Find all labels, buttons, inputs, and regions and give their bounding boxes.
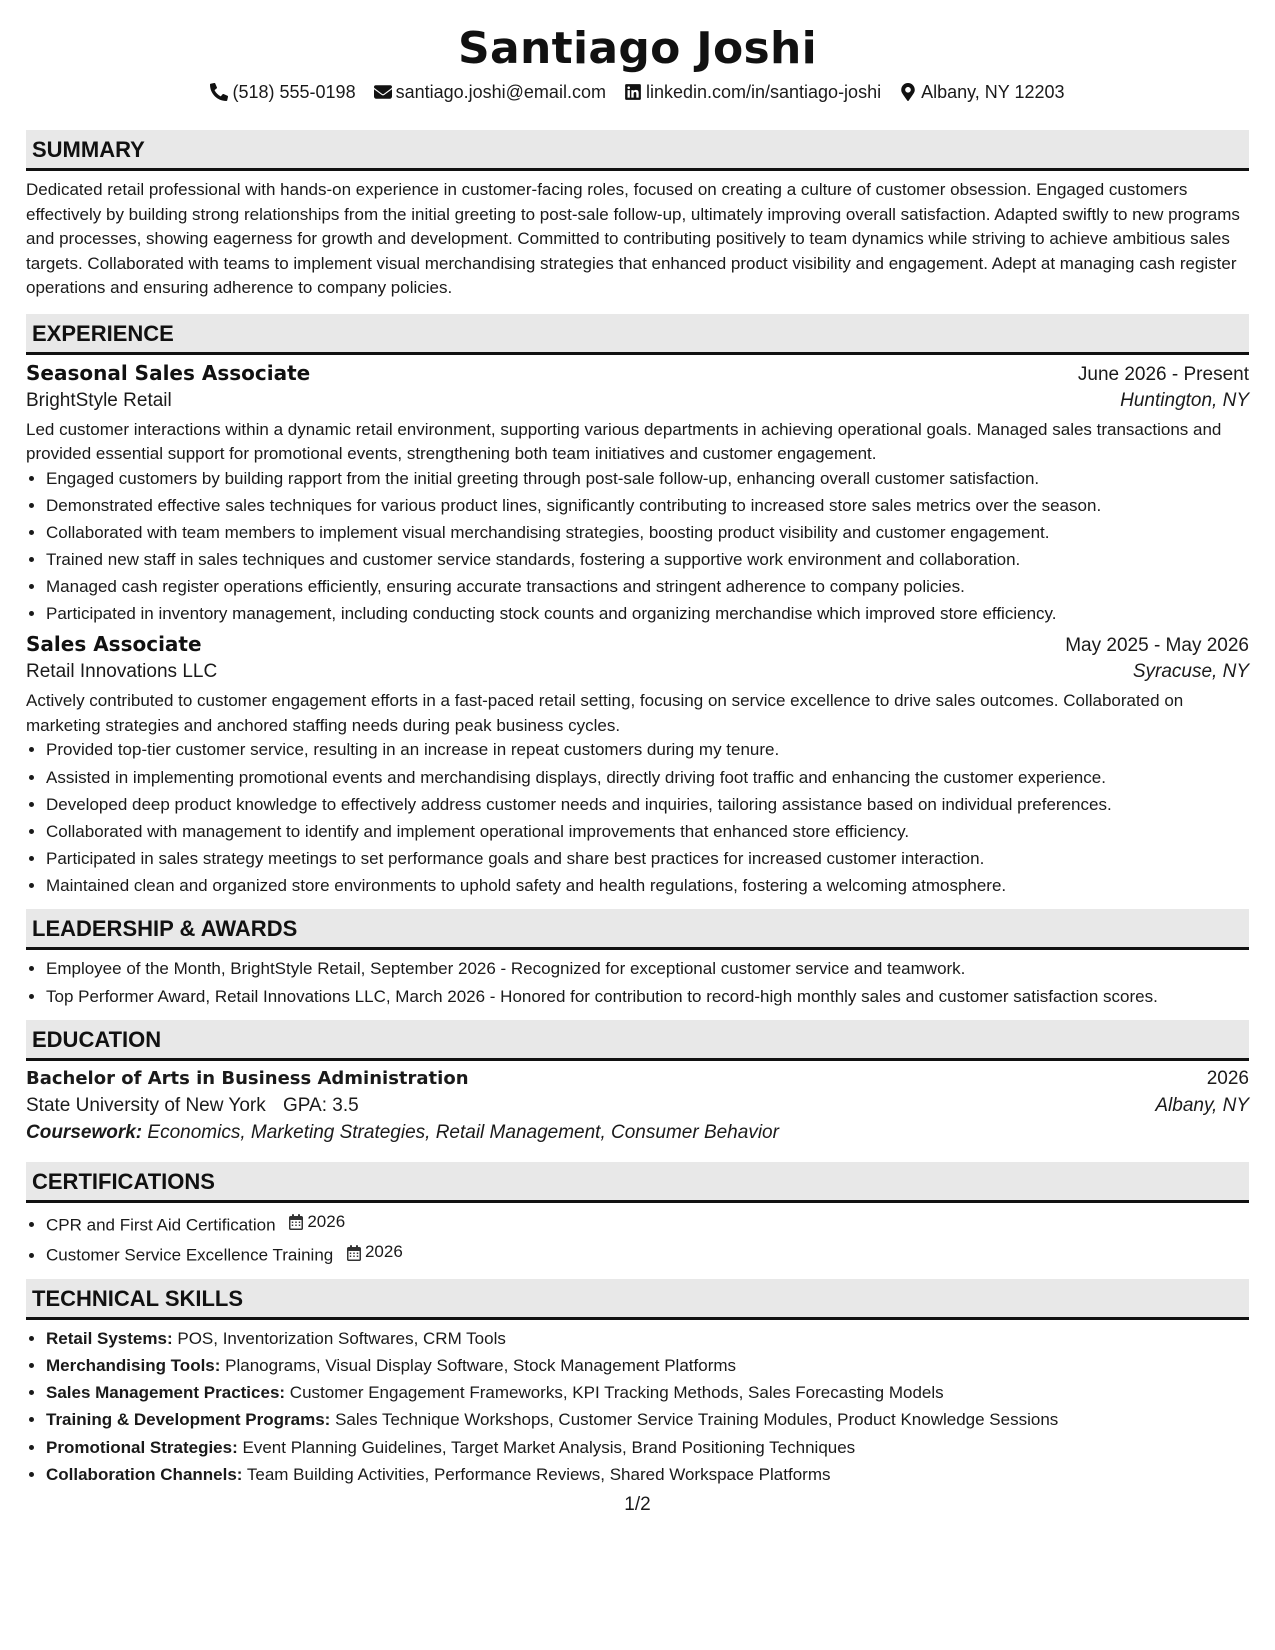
location-text: Albany, NY 12203 [921, 82, 1065, 102]
list-item [46, 1327, 1249, 1352]
linkedin-text: linkedin.com/in/santiago-joshi [645, 82, 882, 102]
list-item [46, 1240, 1249, 1268]
list-item: • Maintained clean and organized store environments to uphold safety and health regulations, fostering a welcoming atmosphere. [46, 874, 1249, 899]
envelope-icon [374, 83, 392, 101]
list-item [46, 1436, 1249, 1461]
section-header-certifications: CERTIFICATIONS [26, 1162, 1249, 1203]
contact-location [899, 80, 1064, 104]
job-title: Sales Associate [26, 632, 202, 657]
skill-value: Sales Technique Workshops, Customer Service Training Modules, Product Knowledge Sessions [335, 1410, 1059, 1430]
job-bullets [26, 467, 1249, 627]
school-line [26, 1095, 359, 1117]
job-description: Actively contributed to customer engagement efforts in a fast-paced retail setting, focusing on service excellence to drive sales outcomes. Collaborated on marketing strategies and anchored staffing needs during peak business cycles. [26, 691, 1184, 735]
skill-label: Merchandising Tools: [46, 1356, 221, 1376]
contact-email[interactable] [374, 80, 606, 104]
contact-bar [26, 80, 1249, 104]
certification-date [346, 1240, 403, 1265]
job-entry [26, 361, 1249, 627]
section-header-experience: EXPERIENCE [26, 314, 1249, 355]
job-dates: June 2026 - Present [1077, 363, 1249, 385]
certification-date [288, 1210, 345, 1235]
job-location: Huntington, NY [1120, 389, 1249, 411]
calendar-icon [288, 1214, 304, 1230]
list-item [46, 1210, 1249, 1238]
list-item [46, 1381, 1249, 1406]
resume-page [26, 0, 1249, 1490]
certification-name: CPR and First Aid Certification [46, 1215, 276, 1235]
education-entry [26, 1068, 1249, 1144]
section-header-awards: LEADERSHIP & AWARDS [26, 909, 1249, 950]
gpa: GPA: 3.5 [283, 1095, 359, 1117]
skill-label: Promotional Strategies: [46, 1437, 238, 1457]
list-item: • Developed deep product knowledge to effectively address customer needs and inquiries, tailoring assistance based on individual preferences. [46, 793, 1249, 818]
list-item: • Managed cash register operations efficiently, ensuring accurate transactions and stringent adherence to company policies. [46, 575, 1249, 600]
list-item: • Engaged customers by building rapport from the initial greeting through post-sale follow-up, enhancing overall customer satisfaction. [46, 467, 1249, 492]
job-company: BrightStyle Retail [26, 389, 172, 411]
skill-label: Sales Management Practices: [46, 1383, 286, 1403]
skill-value: POS, Inventorization Softwares, CRM Tools [177, 1329, 506, 1349]
certifications-list [26, 1210, 1249, 1268]
education-degree-row [26, 1068, 1249, 1090]
education-school-row [26, 1095, 1249, 1117]
linkedin-icon [624, 83, 642, 101]
summary-text: Dedicated retail professional with hands-on experience in customer-facing roles, focused on creating a culture of customer obsession. Engaged customers effectively by building strong relationships from the initial greeting to post-sale follow-up, ultimately improving overall satisfaction. Adapted swiftly to new programs and processes, showing eagerness for growth and development. Committed to contributing positively to team dynamics while striving to achieve ambitious sales targets. Collaborated with teams to implement visual merchandising strategies that enhanced product visibility and engagement. Adept at managing cash register operations and ensuring adherence to company policies. [26, 180, 1240, 297]
page-number: 1/2 [624, 1494, 651, 1515]
skill-value: Customer Engagement Frameworks, KPI Tracking Methods, Sales Forecasting Models [289, 1383, 944, 1403]
candidate-name: Santiago Joshi [458, 23, 817, 74]
section-header-skills: TECHNICAL SKILLS [26, 1279, 1249, 1320]
school-location: Albany, NY [1155, 1095, 1249, 1117]
skill-label: Training & Development Programs: [46, 1410, 331, 1430]
phone-icon [210, 83, 228, 101]
job-description: Led customer interactions within a dynamic retail environment, supporting various departments in achieving operational goals. Managed sales transactions and provided essential support for promotional events, strengthening both team initiatives and customer engagement. [26, 419, 1222, 463]
list-item [46, 1354, 1249, 1379]
list-item: • Collaborated with team members to implement visual merchandising strategies, boosting product visibility and customer engagement. [46, 521, 1249, 546]
skill-value: Planograms, Visual Display Software, Stock Management Platforms [225, 1356, 737, 1376]
list-item [46, 1408, 1249, 1433]
list-item: • Demonstrated effective sales techniques for various product lines, significantly contributing to increased store sales metrics over the season. [46, 494, 1249, 519]
degree-title: Bachelor of Arts in Business Administration [26, 1068, 469, 1090]
graduation-year: 2026 [1206, 1068, 1249, 1090]
coursework-label: Coursework: [26, 1122, 143, 1144]
list-item: • Participated in inventory management, including conducting stock counts and organizing merchandise which improved store efficiency. [46, 602, 1249, 627]
list-item: • Provided top-tier customer service, resulting in an increase in repeat customers during my tenure. [46, 738, 1249, 763]
section-header-education: EDUCATION [26, 1020, 1249, 1061]
coursework-list: Economics, Marketing Strategies, Retail Management, Consumer Behavior [147, 1122, 779, 1144]
skill-value: Event Planning Guidelines, Target Market Analysis, Brand Positioning Techniques [242, 1437, 856, 1457]
job-dates: May 2025 - May 2026 [1065, 635, 1249, 657]
list-item: • Collaborated with management to identify and implement operational improvements that enhanced store efficiency. [46, 820, 1249, 845]
job-entry [26, 632, 1249, 898]
job-bullets [26, 738, 1249, 898]
job-company-row [26, 390, 1249, 412]
job-company-row [26, 661, 1249, 683]
awards-list [26, 957, 1249, 1009]
email-text: santiago.joshi@email.com [395, 82, 606, 102]
list-item: • Employee of the Month, BrightStyle Retail, September 2026 - Recognized for exceptional customer service and teamwork. [46, 957, 1249, 982]
list-item [46, 1463, 1249, 1488]
list-item: • Assisted in implementing promotional events and merchandising displays, directly driving foot traffic and enhancing the customer experience. [46, 766, 1249, 791]
list-item: • Participated in sales strategy meetings to set performance goals and share best practices for increased customer interaction. [46, 847, 1249, 872]
calendar-icon [346, 1245, 362, 1261]
skill-label: Collaboration Channels: [46, 1464, 243, 1484]
certification-year: 2026 [307, 1212, 346, 1232]
phone-text: (518) 555-0198 [232, 82, 356, 102]
section-header-summary: SUMMARY [26, 130, 1249, 171]
skills-list [26, 1327, 1249, 1487]
contact-linkedin[interactable] [624, 80, 881, 104]
certification-year: 2026 [364, 1242, 403, 1262]
map-pin-icon [899, 83, 917, 101]
skill-value: Team Building Activities, Performance Reviews, Shared Workspace Platforms [246, 1464, 831, 1484]
list-item: • Top Performer Award, Retail Innovations LLC, March 2026 - Honored for contribution to record-high monthly sales and customer satisfaction scores. [46, 985, 1249, 1010]
job-location: Syracuse, NY [1132, 661, 1249, 683]
job-company: Retail Innovations LLC [26, 661, 218, 683]
list-item: • Trained new staff in sales techniques and customer service standards, fostering a supportive work environment and collaboration. [46, 548, 1249, 573]
contact-phone [210, 80, 355, 104]
job-title: Seasonal Sales Associate [26, 360, 311, 385]
skill-label: Retail Systems: [46, 1329, 173, 1349]
coursework-line [26, 1122, 1249, 1144]
certification-name: Customer Service Excellence Training [46, 1245, 334, 1265]
job-title-row [26, 632, 1249, 657]
job-title-row [26, 361, 1249, 386]
school-name: State University of New York [26, 1095, 266, 1117]
